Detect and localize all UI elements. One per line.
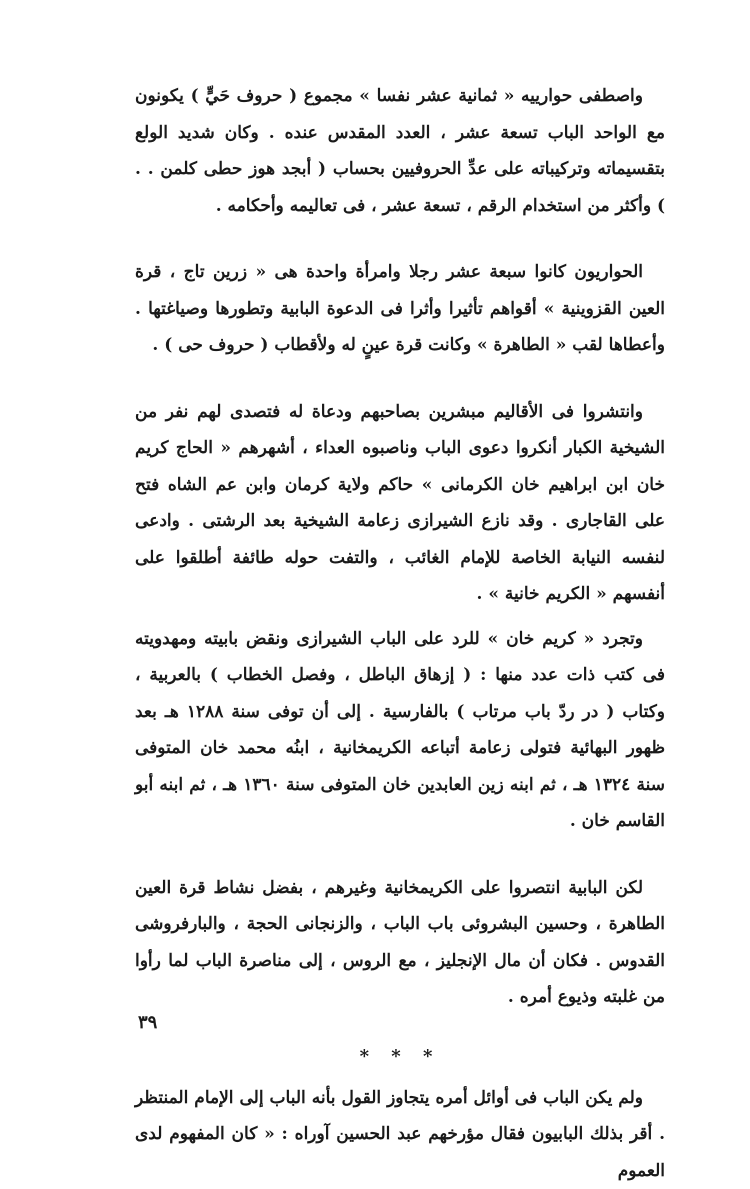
paragraph-gap	[135, 364, 665, 394]
paragraph-2: الحواريون كانوا سبعة عشر رجلا وامرأة واحدة هى « زرين تاج ، قرة العين القزوينية » أقواهم تأثيرا وأثرا فى الدعوة البابية وتطورها وصياغتها . وأعطاها لقب « الطاهرة » وكانت قرة عينٍ له ولأقطاب ( حروف حى ) .	[135, 254, 665, 364]
paragraph-gap	[135, 224, 665, 254]
page-number: ٣٩	[138, 1012, 157, 1033]
paragraph-4: وتجرد « كريم خان » للرد على الباب الشيرازى ونقض بابيته ومهدويته فى كتب ذات عدد منها : ( إزهاق الباطل ، وفصل الخطاب ) بالعربية ، وكتاب ( در ردّ باب مرتاب ) بالفارسية . إلى أن توفى سنة ١٢٨٨ هـ بعد ظهور البهائية فتولى زعامة أتباعه الكريمخانية ، ابنُه محمد خان المتوفى سنة ١٣٢٤ هـ ، ثم ابنه زين العابدين خان المتوفى سنة ١٣٦٠ هـ ، ثم ابنه أبو القاسم خان .	[135, 621, 665, 840]
section-separator: * * *	[135, 1042, 665, 1072]
paragraph-3: وانتشروا فى الأقاليم مبشرين بصاحبهم ودعاة له فتصدى لهم نفر من الشيخية الكبار أنكروا دعوى الباب وناصبوه العداء ، أشهرهم « الحاج كريم خان ابن ابراهيم خان الكرمانى » حاكم ولاية كرمان وابن عم الشاه فتح على القاجارى . وقد نازع الشيرازى زعامة الشيخية بعد الرشتى . وادعى لنفسه النيابة الخاصة للإمام الغائب ، والتفت حوله طائفة أطلقوا على أنفسهم « الكريم خانية » .	[135, 394, 665, 613]
paragraph-gap	[135, 840, 665, 870]
paragraph-6: ولم يكن الباب فى أوائل أمره يتجاوز القول بأنه الباب إلى الإمام المنتظر . أقر بذلك البابيون فقال مؤرخهم عبد الحسين آوراه : « كان المفهوم لدى العموم	[135, 1080, 665, 1189]
paragraph-1: واصطفى حوارييه « ثمانية عشر نفسا » مجموع ( حروف حَيٍّ ) يكونون مع الواحد الباب تسعة عشر ، العدد المقدس عنده . وكان شديد الولع بتقسيماته وتركيباته على عدِّ الحروفيين بحساب ( أبجد هوز حطى كلمن . . ) وأكثر من استخدام الرقم ، تسعة عشر ، فى تعاليمه وأحكامه .	[135, 78, 665, 224]
paragraph-gap	[135, 613, 665, 621]
page-body	[135, 78, 665, 1189]
paragraph-5: لكن البابية انتصروا على الكريمخانية وغيرهم ، بفضل نشاط قرة العين الطاهرة ، وحسين البشروئى باب الباب ، والزنجانى الحجة ، والبارفروشى القدوس . فكان أن مال الإنجليز ، مع الروس ، إلى مناصرة الباب لما رأوا من غلبته وذيوع أمره .	[135, 870, 665, 1016]
